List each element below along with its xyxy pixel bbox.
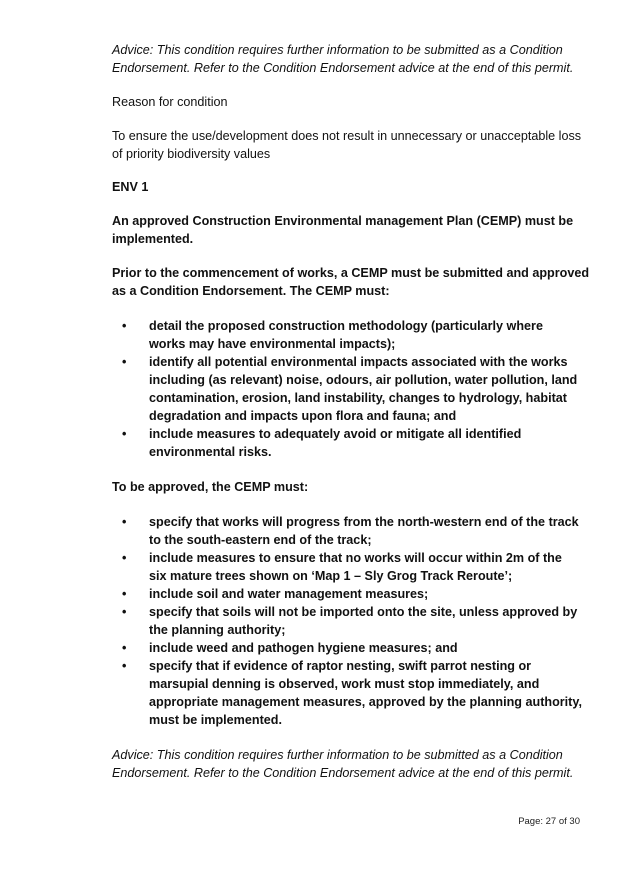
bullet-icon: •	[122, 319, 127, 333]
approved-list	[112, 513, 582, 729]
bullet-icon: •	[122, 659, 127, 673]
list-item-text: include measures to adequately avoid or mitigate all identified environmental risks.	[149, 427, 522, 459]
list-item	[112, 549, 582, 585]
bullet-icon: •	[122, 587, 127, 601]
list-item-text: specify that soils will not be imported onto the site, unless approved by the planning authority;	[149, 605, 578, 637]
list-item	[112, 657, 582, 729]
bullet-icon: •	[122, 515, 127, 529]
condition-heading-env1: ENV 1	[112, 180, 149, 194]
bullet-icon: •	[122, 605, 127, 619]
page-number: Page: 27 of 30	[518, 816, 580, 827]
bullet-icon: •	[122, 355, 127, 369]
cemp-prior-paragraph: Prior to the commencement of works, a CEMP must be submitted and approved as a Condition Endorsement. The CEMP must:	[112, 266, 590, 298]
list-item-text: specify that works will progress from the north-western end of the track to the south-eastern end of the track;	[149, 515, 579, 547]
reason-heading: Reason for condition	[112, 95, 228, 109]
approved-heading: To be approved, the CEMP must:	[112, 480, 309, 494]
list-item-text: include soil and water management measures;	[149, 587, 429, 601]
list-item-text: detail the proposed construction methodology (particularly where works may have environmental impacts);	[149, 319, 543, 351]
list-item	[112, 585, 582, 603]
advice-paragraph-top: Advice: This condition requires further information to be submitted as a Condition Endorsement. Refer to the Condition Endorsement advice at the end of this permit.	[112, 43, 574, 75]
list-item-text: specify that if evidence of raptor nesting, swift parrot nesting or marsupial denning is observed, work must stop immediately, and appropriate management measures, approved by the planning authority, must be implemented.	[149, 659, 582, 727]
list-item-text: identify all potential environmental impacts associated with the works including (as relevant) noise, odours, air pollution, water pollution, land contamination, erosion, land instability, changes to hydrology, habitat degradation and impacts upon flora and fauna; and	[149, 355, 578, 423]
list-item-text: include weed and pathogen hygiene measures; and	[149, 641, 458, 655]
list-item	[112, 425, 582, 461]
bullet-icon: •	[122, 427, 127, 441]
list-item-text: include measures to ensure that no works will occur within 2m of the six mature trees shown on ‘Map 1 – Sly Grog Track Reroute’;	[149, 551, 562, 583]
list-item	[112, 317, 582, 353]
reason-paragraph: To ensure the use/development does not result in unnecessary or unacceptable loss of priority biodiversity values	[112, 129, 582, 161]
bullet-icon: •	[122, 641, 127, 655]
bullet-icon: •	[122, 551, 127, 565]
cemp-intro-paragraph: An approved Construction Environmental management Plan (CEMP) must be implemented.	[112, 214, 574, 246]
list-item	[112, 513, 582, 549]
list-item	[112, 639, 582, 657]
advice-paragraph-bottom: Advice: This condition requires further information to be submitted as a Condition Endorsement. Refer to the Condition Endorsement advice at the end of this permit.	[112, 748, 574, 780]
list-item	[112, 353, 582, 425]
list-item	[112, 603, 582, 639]
cemp-must-list	[112, 317, 582, 461]
